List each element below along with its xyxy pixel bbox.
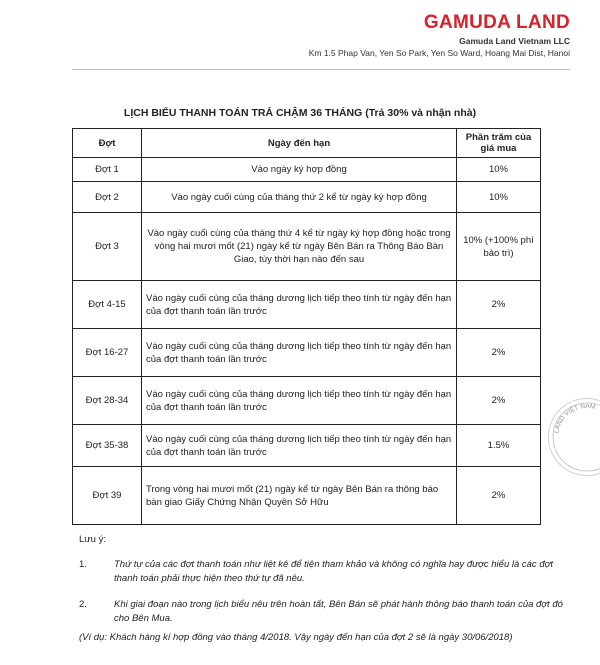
pct-cell: 2% [457,467,541,525]
due-cell: Vào ngày cuối cùng của tháng dương lịch tiếp theo tính từ ngày đến hạn của đợt thanh toán lần trước [142,329,457,377]
header-due-date: Ngày đến hạn [142,129,457,158]
pct-cell: 10% (+100% phí bảo trì) [457,213,541,281]
table-header-row [73,129,541,158]
note-number: 1. [79,559,87,570]
pct-cell: 10% [457,158,541,182]
note-text: Thứ tự của các đợt thanh toán như liệt kê để tiện tham khảo và không có nghĩa hay được hiểu là các đợt thanh toán phải thực hiện theo thứ tự đã nêu. [114,559,553,584]
brand-logo: GAMUDA LAND [423,12,570,33]
table-row [73,281,541,329]
due-cell: Vào ngày cuối cùng của tháng dương lịch tiếp theo tính từ ngày đến hạn của đợt thanh toán lần trước [142,377,457,425]
phase-cell: Đợt 4-15 [73,281,142,329]
due-cell: Vào ngày cuối cùng của tháng dương lịch tiếp theo tính từ ngày đến hạn của đợt thanh toán lần trước [142,425,457,467]
note-text: Khi giai đoạn nào trong lịch biểu nêu trên hoàn tất, Bên Bán sẽ phát hành thông báo thanh toán của đợt đó cho Bên Mua. [114,599,563,624]
table-row [73,377,541,425]
table-row [73,182,541,213]
phase-cell: Đợt 39 [73,467,142,525]
phase-cell: Đợt 16-27 [73,329,142,377]
due-cell: Vào ngày cuối cùng của tháng thứ 2 kể từ ngày ký hợp đồng [142,182,457,213]
pct-cell: 1.5% [457,425,541,467]
phase-cell: Đợt 1 [73,158,142,182]
pct-cell: 2% [457,329,541,377]
note-number: 2. [79,599,87,610]
seal-icon [549,399,600,475]
pct-cell: 2% [457,377,541,425]
pct-cell: 10% [457,182,541,213]
phase-cell: Đợt 28-34 [73,377,142,425]
notes-heading: Lưu ý: [79,534,106,545]
table-row [73,329,541,377]
company-address: Km 1.5 Phap Van, Yen So Park, Yen So Ward, Hoang Mai Dist, Hanoi [308,48,570,58]
company-seal-stamp [548,398,600,476]
payment-schedule-table [72,128,541,525]
seal-text: LAND VIỆT NAM [553,402,596,434]
pct-cell: 2% [457,281,541,329]
due-cell: Vào ngày ký hợp đồng [142,158,457,182]
table-row [73,425,541,467]
table-row [73,467,541,525]
phase-cell: Đợt 35-38 [73,425,142,467]
note-example: (Ví dụ: Khách hàng kí hợp đồng vào tháng 4/2018. Vậy ngày đến hạn của đợt 2 sẽ là ngày 30/06/2018) [79,632,513,643]
due-cell: Vào ngày cuối cùng của tháng thứ 4 kể từ ngày ký hợp đồng hoặc trong vòng hai mươi mốt (21) ngày kể từ ngày Bên Bán ra Thông Báo Bàn Giao, tùy thời hạn nào đến sau [142,213,457,281]
header-percentage: Phần trăm của giá mua [457,129,541,158]
phase-cell: Đợt 2 [73,182,142,213]
due-cell: Trong vòng hai mươi mốt (21) ngày kể từ ngày Bên Bán ra thông báo bàn giao Giấy Chứng Nhận Quyền Sở Hữu [142,467,457,525]
table-row [73,213,541,281]
phase-cell: Đợt 3 [73,213,142,281]
letterhead [309,12,570,58]
due-cell: Vào ngày cuối cùng của tháng dương lịch tiếp theo tính từ ngày đến hạn của đợt thanh toán lần trước [142,281,457,329]
header-divider [72,69,570,70]
table-row [73,158,541,182]
header-phase: Đợt [73,129,142,158]
company-name: Gamuda Land Vietnam LLC [459,36,570,46]
document-title: LỊCH BIỂU THANH TOÁN TRẢ CHẬM 36 THÁNG (Trả 30% và nhận nhà) [123,107,477,119]
